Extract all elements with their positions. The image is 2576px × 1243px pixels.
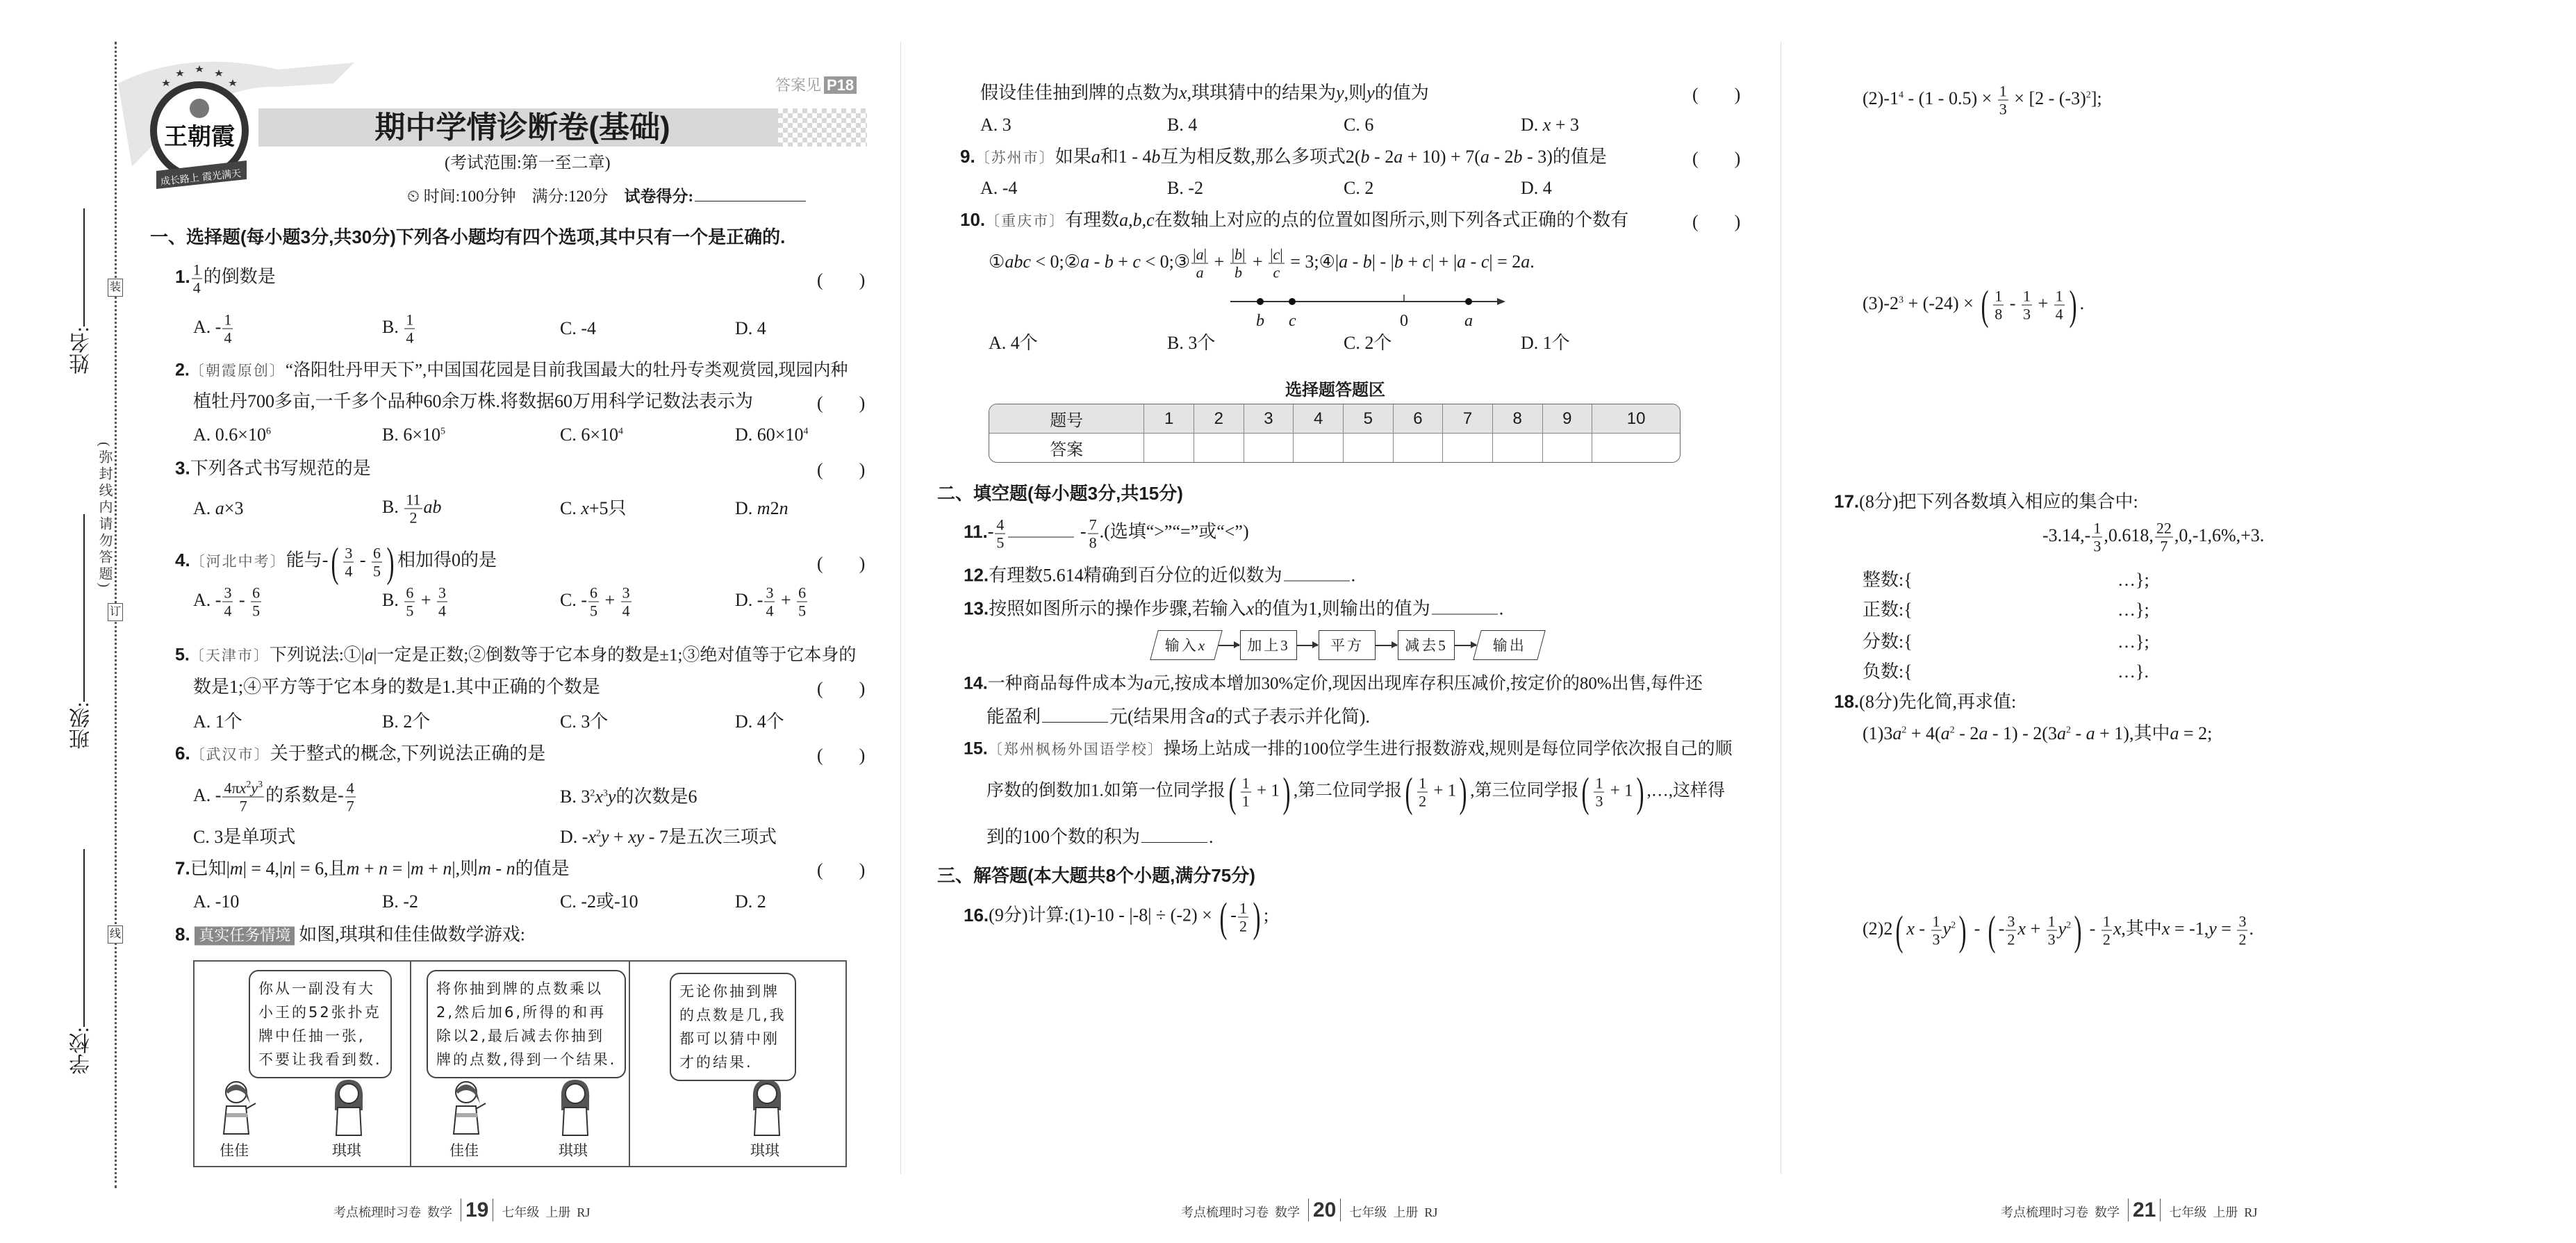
- question-text: 关于整式的概念,下列说法正确的是: [270, 743, 546, 764]
- full-score: 满分:120分: [531, 188, 609, 205]
- question-10: [960, 208, 1628, 233]
- question-number: 1.: [175, 265, 190, 287]
- question-text: 下列各式书写规范的是: [190, 458, 371, 479]
- answer-cell[interactable]: [1493, 434, 1543, 462]
- question-13: [964, 597, 1503, 621]
- option-c: C. 3个: [560, 711, 609, 732]
- character-name: 琪琪: [559, 1142, 588, 1159]
- set-label: 分数:{: [1863, 632, 1913, 652]
- answer-table-title: 选择题答题区: [1285, 381, 1385, 400]
- girl-figure-qiqi: [554, 1078, 596, 1141]
- option-b: B. $\frac{11}{2}$ ab: [382, 491, 442, 527]
- option-d: D. 2: [735, 891, 766, 912]
- option-b: B. 2个: [382, 711, 431, 732]
- school-field[interactable]: [83, 849, 85, 1027]
- question-number: 12.: [964, 564, 989, 586]
- seal-notice: (弥封线内请勿答题): [97, 442, 112, 591]
- option-b: B. -2: [382, 891, 418, 912]
- question-part: $(1)3a^2 + 4(a^2 - 2a - 1) - 2(3a^2 - a + 1)$,其中a = 2;: [1863, 723, 2213, 743]
- option-d: D. 4: [1521, 178, 1552, 198]
- question-source: 〔郑州枫杨外国语学校〕: [987, 741, 1164, 758]
- question-text: 有理数5.614精确到百分位的近似数为 .: [989, 565, 1356, 586]
- question-text: 如图,琪琪和佳佳做数学游戏:: [299, 924, 525, 945]
- question-text: 如果a和1 - 4b互为相反数,那么多项式2(b - 2a + 10) + 7(a - 2b - 3)的值是: [1055, 147, 1607, 167]
- answer-page-badge: P18: [824, 76, 857, 94]
- girl-figure-qiqi: [746, 1078, 788, 1141]
- option-c: C. x+5只: [560, 498, 627, 518]
- option-b: B. 4: [1167, 115, 1198, 135]
- option-d: D. m2n: [735, 498, 789, 518]
- set-end: …}.: [2117, 661, 2149, 682]
- axis-label-b: b: [1256, 312, 1264, 330]
- answer-paren: ( ): [817, 270, 866, 290]
- answer-paren: ( ): [1692, 148, 1741, 169]
- question-number: 7.: [175, 857, 190, 879]
- option-a: A. 4个: [989, 333, 1038, 353]
- option-a: A. - $\frac{4\pi x^2y^3}{7}$ 的系数是- $\frac{4}{7}$: [193, 779, 354, 815]
- question-text: 序数的倒数加1.如第一位同学报( $\frac{1}{1}$ + 1) ,第二位同学报( $\frac{1}{2}$ + 1) ,第三位同学报( $\frac{1}{3}$ + 1) ,…,这样得: [986, 769, 1726, 815]
- question-number: 14.: [964, 673, 988, 693]
- question-18: [1834, 690, 2016, 714]
- question-text: 能盈利 元(结果用含a的式子表示并化简).: [986, 707, 1370, 727]
- question-text: (8分)把下列各数填入相应的集合中:: [1859, 491, 2138, 512]
- class-label: 班级:: [70, 702, 93, 750]
- question-number: 4.: [175, 549, 190, 570]
- question-text: 操场上站成一排的100位学生进行报数游戏,规则是每位同学依次报自己的顺: [1163, 739, 1733, 759]
- question-text: 到的100个数的积为 .: [986, 827, 1214, 847]
- question-number: 10.: [960, 209, 986, 230]
- question-number: 9.: [960, 146, 975, 167]
- flow-step: 平方: [1319, 630, 1376, 660]
- answer-table: [989, 404, 1681, 463]
- clock-icon: ⏲: [407, 188, 420, 205]
- question-part: $(2)-1^4 - (1 - 0.5)$ × $\frac{1}{3}$ × $[2 - (-3)^2]$;: [1863, 82, 2102, 118]
- option-c: C. 3是单项式: [193, 827, 296, 847]
- question-text: “洛阳牡丹甲天下”,中国国花园是目前我国最大的牡丹专类观赏园,现园内种: [285, 361, 848, 380]
- class-field[interactable]: [83, 514, 85, 702]
- answer-cell[interactable]: [1443, 434, 1493, 462]
- option-a: A. -4: [980, 178, 1018, 198]
- answer-cell[interactable]: [1394, 434, 1444, 462]
- set-end: …};: [2117, 600, 2149, 620]
- question-number: 5.: [175, 645, 190, 665]
- question-14: [964, 672, 1703, 696]
- option-a: A. - $\frac{3}{4}$ - $\frac{6}{5}$: [193, 584, 261, 620]
- question-text: $\frac{1}{4}$ 的倒数是: [192, 261, 276, 297]
- answer-cell[interactable]: [1543, 434, 1593, 462]
- question-text: 植牡丹700多亩,一千多个品种60余万株.将数据60万用科学记数法表示为: [193, 391, 754, 411]
- question-source: 〔重庆市〕: [985, 213, 1066, 229]
- answer-cell[interactable]: [1144, 434, 1194, 462]
- option-c: C. 2: [1344, 178, 1374, 198]
- question-15: [964, 737, 1733, 762]
- question-source: 〔天津市〕: [189, 647, 270, 664]
- comic-divider: [410, 960, 411, 1167]
- question-text: 一种商品每件成本为a元,按成本增加30%定价,现因出现库存积压减价,按定价的80%出售,每件还: [987, 674, 1703, 693]
- option-a: A. 1个: [193, 711, 242, 732]
- answer-paren: ( ): [817, 859, 866, 880]
- point-c: [1289, 298, 1296, 305]
- set-end: …};: [2117, 570, 2149, 590]
- character-name: 琪琪: [332, 1142, 361, 1159]
- answer-cell[interactable]: [1244, 434, 1294, 462]
- axis-label-a: a: [1464, 312, 1473, 330]
- svg-text:王朝霞: 王朝霞: [164, 123, 235, 151]
- question-17: [1834, 490, 2138, 514]
- option-c: C. -2或-10: [560, 891, 638, 912]
- name-field[interactable]: [83, 208, 85, 327]
- exam-scope: (考试范围:第一至二章): [445, 154, 611, 172]
- option-c: C. 6: [1344, 115, 1374, 135]
- question-9: [960, 145, 1607, 170]
- option-c: C. - $\frac{6}{5}$ + $\frac{3}{4}$: [560, 584, 630, 620]
- option-a: A. -10: [193, 891, 240, 912]
- question-6: [175, 741, 545, 766]
- question-text: 按照如图所示的操作步骤,若输入x的值为1,则输出的值为 .: [989, 598, 1504, 619]
- option-c: C. -4: [560, 318, 596, 338]
- option-d: D. 1个: [1521, 333, 1570, 353]
- question-1: [175, 261, 276, 297]
- task-tag: 真实任务情境: [195, 927, 295, 946]
- number-list: -3.14,- $\frac{1}{3}$ ,0.618, $\frac{22}{7}$ ,0,-1,6%,+3.: [2042, 519, 2265, 555]
- set-label: 负数:{: [1863, 661, 1913, 682]
- flow-output: 输出: [1473, 630, 1546, 660]
- comic-divider: [629, 960, 630, 1167]
- question-2: [175, 359, 848, 383]
- option-d: D. 4个: [735, 711, 784, 732]
- question-source: 〔武汉市〕: [190, 746, 270, 763]
- binding-mark: 装: [108, 279, 123, 297]
- answer-paren: ( ): [817, 459, 866, 480]
- question-number: 16.: [964, 904, 989, 925]
- table-row: 答案: [989, 434, 1680, 462]
- question-statements: ①abc < 0;②a - b + c < 0;③ $\frac{|a|}{a}$ + $\frac{|b|}{b}$ + $\frac{|c|}{c}$ = 3;④|a - b| - |b + c| + |a - c| = 2a.: [989, 245, 1535, 281]
- flow-arrow: [1455, 645, 1476, 646]
- question-text: 能与-( $\frac{3}{4}$ - $\frac{6}{5}$ ) 相加得0的是: [286, 539, 497, 585]
- score-label: 试卷得分:: [624, 188, 694, 205]
- answer-paren: ( ): [817, 393, 866, 413]
- speech-bubble: 你从一副没有大 小王的52张扑克 牌中任抽一张, 不要让我看到数.: [249, 970, 392, 1078]
- character-name: 佳佳: [449, 1142, 479, 1159]
- page-title: 期中学情诊断卷(基础): [374, 110, 670, 145]
- question-text: 有理数a,b,c在数轴上对应的点的位置如图所示,则下列各式正确的个数有: [1065, 210, 1629, 230]
- option-b: B. -2: [1167, 178, 1203, 198]
- question-16: [964, 894, 1269, 940]
- question-number: 18.: [1834, 691, 1860, 712]
- question-text: 下列说法:①|a|一定是正数;②倒数等于它本身的数是±1;③绝对值等于它本身的: [269, 645, 857, 665]
- answer-cell[interactable]: [1294, 434, 1344, 462]
- option-a: A. 3: [980, 115, 1012, 135]
- name-label: 姓名:: [70, 327, 93, 374]
- question-number: 8.: [175, 923, 190, 945]
- score-field[interactable]: [695, 186, 806, 201]
- binding-mark: 线: [108, 925, 123, 944]
- answer-paren: ( ): [817, 678, 866, 699]
- exam-info: [407, 185, 807, 208]
- point-b: [1257, 298, 1264, 305]
- page-footer: 考点梳理时习卷 数学 19 七年级 上册 RJ: [333, 1199, 591, 1221]
- question-7: [175, 857, 570, 881]
- school-label: 学校:: [70, 1027, 93, 1075]
- binding-mark: 订: [108, 603, 123, 621]
- character-name: 佳佳: [220, 1142, 249, 1159]
- option-c: C. 2个: [1344, 333, 1392, 353]
- logo: [142, 60, 254, 192]
- girl-figure-qiqi: [328, 1078, 370, 1141]
- answer-cell[interactable]: [1344, 434, 1394, 462]
- flow-arrow: [1297, 645, 1318, 646]
- girl-figure-jiajia: [447, 1078, 488, 1141]
- answer-paren: ( ): [1692, 84, 1741, 105]
- flow-step: 减去5: [1398, 630, 1455, 660]
- set-label: 正数:{: [1863, 600, 1913, 620]
- question-12: [964, 563, 1355, 588]
- question-4: [175, 539, 497, 585]
- banner-checker-pattern: [778, 108, 867, 147]
- page-number: 20: [1308, 1199, 1341, 1221]
- section-heading: 三、解答题(本大题共8个小题,满分75分): [937, 865, 1255, 886]
- question-source: 〔河北中考〕: [190, 552, 286, 570]
- flow-step: 加上3: [1240, 630, 1297, 660]
- option-c: C. $6\times 10^4$: [560, 425, 624, 445]
- answer-reference: [775, 74, 857, 95]
- question-number: 17.: [1834, 491, 1860, 512]
- girl-figure-jiajia: [217, 1078, 258, 1141]
- question-number: 13.: [964, 598, 989, 619]
- section-heading: 二、填空题(每小题3分,共15分): [937, 483, 1183, 504]
- option-d: D. $-x^2y$ + xy - 7是五次三项式: [560, 827, 777, 847]
- question-text: 已知|m| = 4,|n| = 6,且m + n = |m + n|,则m - n的值是: [190, 858, 570, 879]
- svg-text:成长路上 霞光满天: 成长路上 霞光满天: [160, 167, 242, 188]
- section-heading: 一、选择题(每小题3分,共30分)下列各小题均有四个选项,其中只有一个是正确的.: [150, 227, 786, 247]
- flow-input: 输入x: [1150, 630, 1223, 660]
- question-part: $(3)-2^3 + (-24)$ × ( $\frac{1}{8}$ - $\frac{1}{3}$ + $\frac{1}{4}$ ) .: [1863, 282, 2085, 328]
- question-source: 〔苏州市〕: [975, 149, 1055, 166]
- character-name: 琪琪: [750, 1142, 779, 1159]
- option-a: A. $0.6\times 10^6$: [193, 425, 271, 445]
- question-number: 11.: [964, 520, 988, 542]
- question-text: 数是1;④平方等于它本身的数是1.其中正确的个数是: [193, 677, 600, 697]
- question-3: [175, 456, 371, 481]
- question-8: [175, 923, 525, 948]
- axis-label-c: c: [1289, 312, 1296, 330]
- page-footer: 考点梳理时习卷 数学 21 七年级 上册 RJ: [2001, 1199, 2258, 1221]
- option-b: B. $\frac{1}{4}$: [382, 311, 414, 347]
- question-part: (2)2( x - $\frac{1}{3}$ $y^2$) - ( - $\frac{3}{2}$ x + $\frac{1}{3}$ $y^2$) - $\frac{1}{2}$ x,其中x = -1,y = $\frac{3}{2}$ .: [1863, 907, 2254, 953]
- option-d: D. $60\times 10^4$: [735, 425, 809, 445]
- option-d: D. 4: [735, 318, 766, 338]
- page-number: 19: [461, 1199, 493, 1221]
- question-number: 2.: [175, 360, 190, 380]
- answer-paren: ( ): [1692, 211, 1741, 232]
- question-source: 〔朝霞原创〕: [189, 362, 286, 379]
- speech-bubble: 将你抽到牌的点数乘以 2,然后加6,所得的和再 除以2,最后减去你抽到 牌的点数,得到一个结果.: [427, 970, 626, 1078]
- page-divider: [900, 42, 901, 1174]
- option-b: B. $6\times 10^5$: [382, 425, 446, 445]
- answer-paren: ( ): [817, 553, 866, 574]
- question-text: (8分)先化简,再求值:: [1859, 691, 2017, 712]
- question-text: - $\frac{4}{5}$ - $\frac{7}{8}$ .(选填“>”“=”或“<”): [987, 516, 1249, 552]
- option-d: D. - $\frac{3}{4}$ + $\frac{6}{5}$: [735, 584, 807, 620]
- option-b: B. $3^2x^3y$的次数是6: [560, 787, 697, 807]
- answer-cell[interactable]: [1592, 434, 1680, 462]
- page-footer: 考点梳理时习卷 数学 20 七年级 上册 RJ: [1181, 1199, 1438, 1221]
- exam-time: 时间:100分钟: [423, 188, 516, 205]
- set-label: 整数:{: [1863, 570, 1913, 590]
- speech-bubble: 无论你抽到牌 的点数是几,我 都可以猜中刚 才的结果.: [670, 973, 796, 1081]
- point-a: [1465, 298, 1472, 305]
- question-11: [964, 516, 1249, 552]
- option-d: D. x + 3: [1521, 115, 1579, 135]
- option-a: A. a×3: [193, 498, 244, 518]
- answer-paren: ( ): [817, 745, 866, 766]
- option-b: B. $\frac{6}{5}$ + $\frac{3}{4}$: [382, 584, 447, 620]
- question-5: [175, 643, 856, 668]
- answer-ref-label: 答案见: [775, 76, 822, 94]
- flow-arrow: [1376, 645, 1397, 646]
- table-row: 题号 1 2 3 4 5 6 7 8 9 10: [989, 404, 1680, 434]
- page-number: 21: [2128, 1199, 2161, 1221]
- question-number: 6.: [175, 743, 190, 764]
- axis-label-0: 0: [1400, 312, 1408, 330]
- answer-cell[interactable]: [1194, 434, 1244, 462]
- option-b: B. 3个: [1167, 333, 1216, 353]
- set-end: …};: [2117, 632, 2149, 652]
- question-text: 假设佳佳抽到牌的点数为x,琪琪猜中的结果为y,则y的值为: [980, 83, 1429, 103]
- question-text: (9分)计算:(1)-10 - |-8| ÷ (-2) × ( - $\frac{1}{2}$ ) ;: [989, 894, 1269, 940]
- question-number: 3.: [175, 457, 190, 479]
- option-a: A. - $\frac{1}{4}$: [193, 311, 232, 347]
- flow-arrow: [1219, 645, 1239, 646]
- question-number: 15.: [964, 739, 988, 759]
